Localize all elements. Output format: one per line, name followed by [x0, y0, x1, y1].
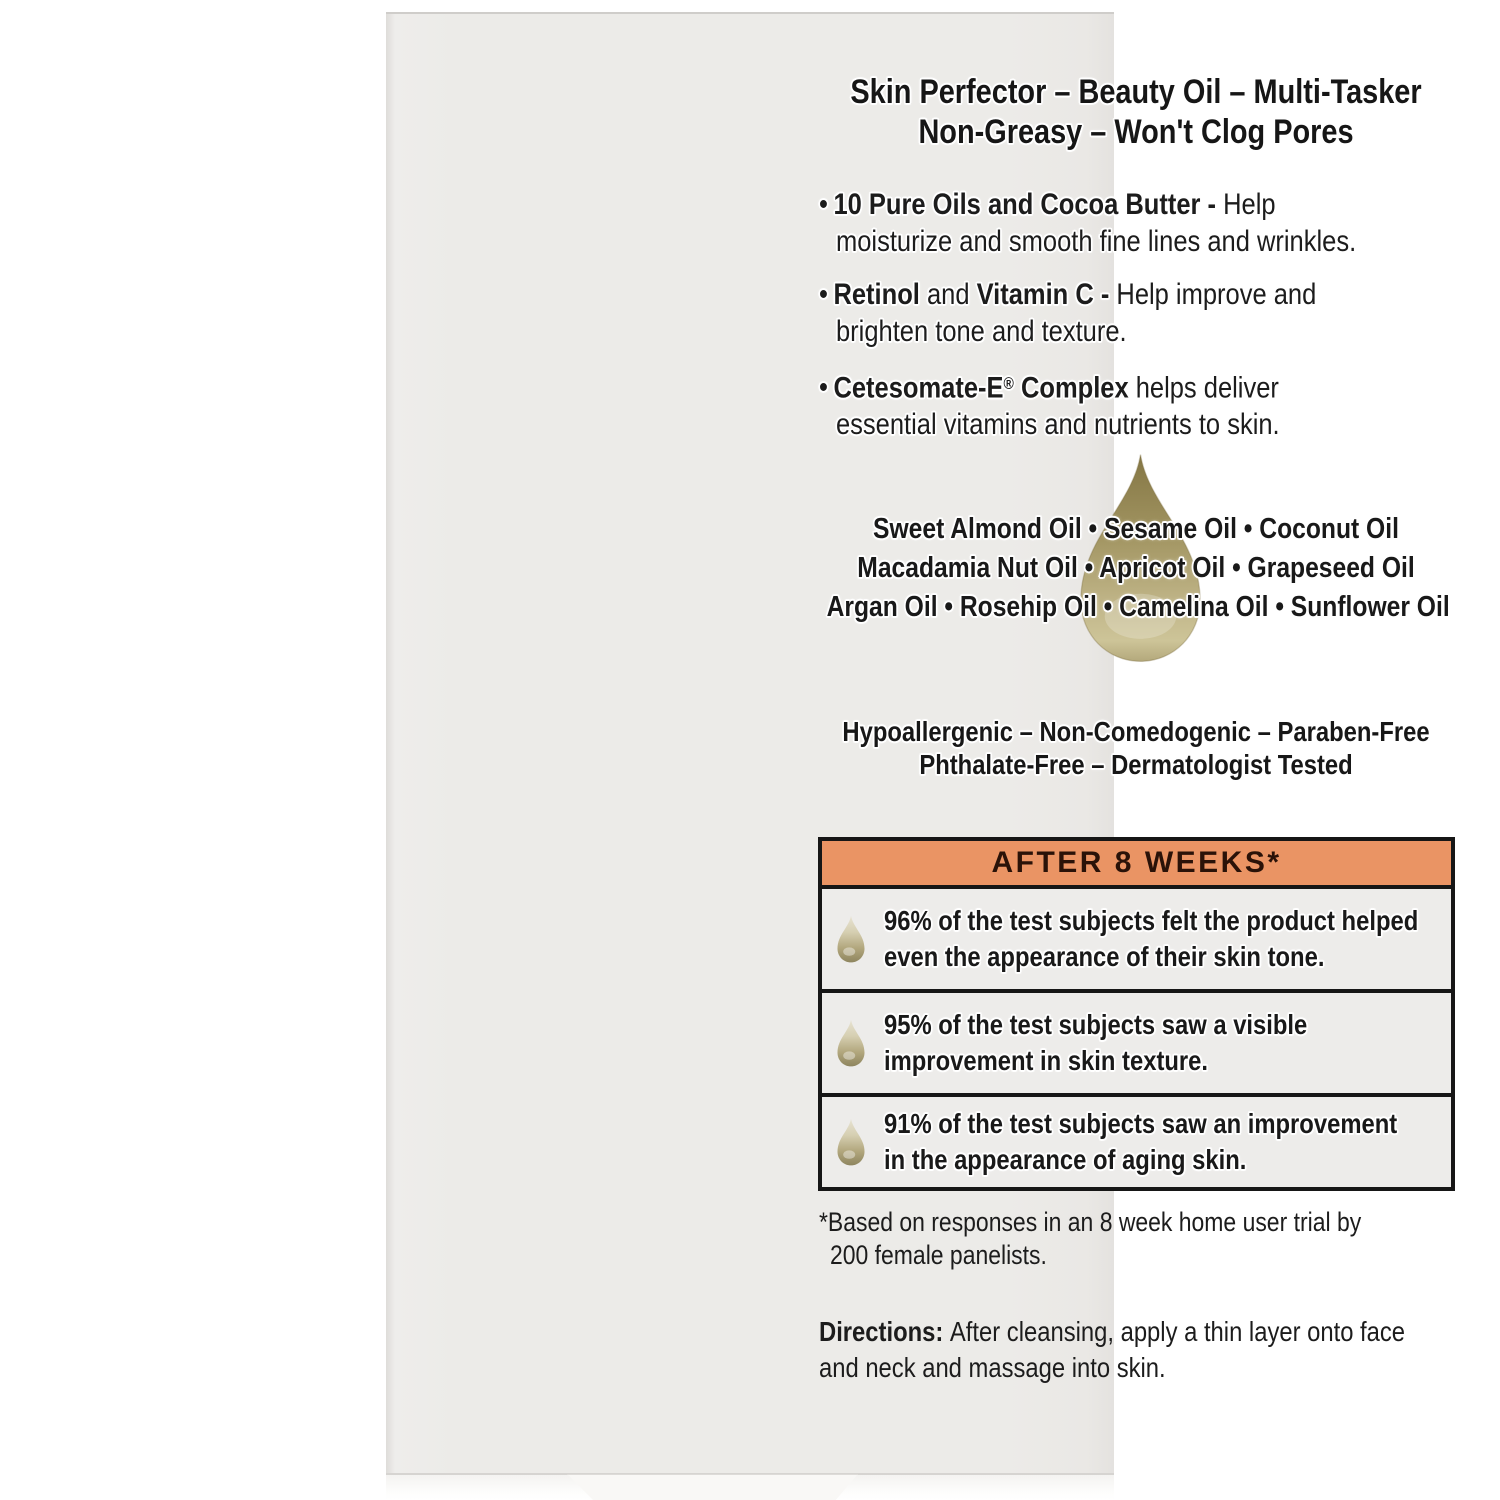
bullet-text: Help [1223, 188, 1276, 221]
tagline-line-2: Non-Greasy – Won't Clog Pores [918, 113, 1354, 151]
registered-mark: ® [1003, 375, 1014, 393]
directions-label: Directions: [819, 1316, 950, 1347]
stat-text: 91% of the test subjects saw an improvement in the appearance of aging skin. [884, 1108, 1398, 1175]
stat-text: 96% of the test subjects felt the product helped even the appearance of their skin tone. [884, 905, 1419, 972]
directions-text-line-2: and neck and massage into skin. [819, 1352, 1166, 1383]
bullet-text: Help improve and [1116, 278, 1317, 311]
stat-row-96 [822, 889, 1451, 989]
bullet-marker: • [819, 278, 828, 311]
directions [819, 1314, 1500, 1386]
oils-list [772, 510, 1500, 627]
bullet-bold-text: 10 Pure Oils and Cocoa Butter - [833, 188, 1224, 221]
oils-line-1: Sweet Almond Oil • Sesame Oil • Coconut Oil [873, 513, 1399, 545]
stat-row-91 [822, 1093, 1451, 1187]
tagline [772, 72, 1500, 152]
stat-text: 95% of the test subjects saw a visible improvement in skin texture. [884, 1009, 1308, 1076]
bullet-bold-text: Complex [1013, 371, 1129, 405]
bullet-item-retinol-vitamin-c [819, 276, 1448, 350]
bullet-bold-text: Cetesomate-E [833, 371, 1004, 405]
footnote-line-2: 200 female panelists. [830, 1240, 1047, 1270]
footnote-line-1: *Based on responses in an 8 week home user trial by [819, 1207, 1362, 1237]
directions-text: After cleansing, apply a thin layer onto face [949, 1316, 1406, 1347]
bullet-text-line-2: essential vitamins and nutrients to skin. [836, 408, 1280, 442]
oils-line-3: Argan Oil • Rosehip Oil • Camelina Oil • Sunflower Oil [826, 591, 1450, 623]
droplet-icon [836, 911, 866, 967]
bullet-item-oils-cocoa-butter [819, 186, 1448, 260]
claims-line-2: Phthalate-Free – Dermatologist Tested [919, 749, 1353, 780]
bullet-text-line-2: moisturize and smooth fine lines and wrinkles. [836, 225, 1357, 258]
claims [772, 715, 1500, 781]
droplet-icon [836, 1114, 866, 1170]
tagline-line-1: Skin Perfector – Beauty Oil – Multi-Tasker [850, 73, 1422, 111]
box-bottom-tab [540, 1474, 880, 1500]
bullet-text: and [919, 278, 977, 311]
oils-line-2: Macadamia Nut Oil • Apricot Oil • Grapeseed Oil [857, 552, 1415, 584]
bullet-marker: • [819, 188, 828, 221]
study-results-box [818, 837, 1455, 1191]
stat-row-95 [822, 989, 1451, 1093]
bullet-bold-text: Retinol [833, 278, 920, 311]
droplet-icon [836, 1015, 866, 1071]
bullet-item-cetesomate-complex [819, 366, 1448, 443]
bullet-text: helps deliver [1128, 371, 1279, 405]
benefit-bullets [819, 186, 1448, 459]
claims-line-1: Hypoallergenic – Non-Comedogenic – Paraben-Free [842, 716, 1430, 747]
box-panel [386, 12, 1450, 1475]
bullet-marker: • [819, 371, 828, 405]
study-footnote [819, 1206, 1457, 1272]
bullet-bold-text: Vitamin C - [976, 278, 1117, 311]
study-header: AFTER 8 WEEKS* [822, 841, 1451, 889]
bullet-text-line-2: brighten tone and texture. [836, 315, 1127, 348]
